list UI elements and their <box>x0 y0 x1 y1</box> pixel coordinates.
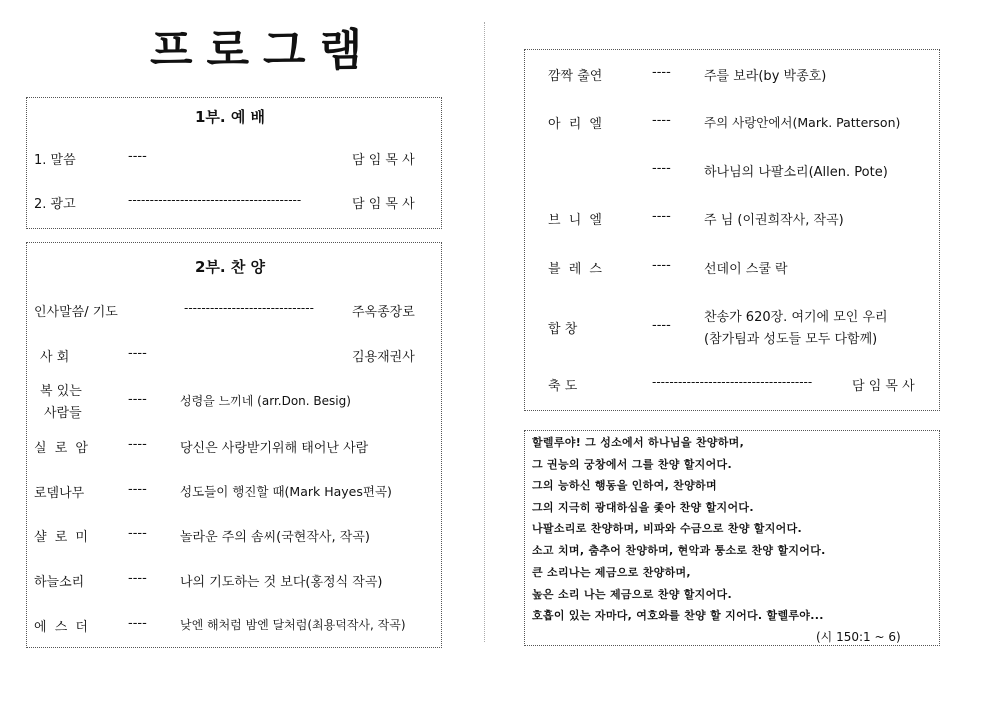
part2-row-dash: ---- <box>128 526 147 541</box>
part2-row-content: 낮엔 해처럼 밤엔 달처럼(최용덕작사, 작곡) <box>180 618 406 632</box>
verse-reference: (시 150:1 ~ 6) <box>816 630 901 644</box>
part2-row-content: 당신은 사랑받기위해 태어난 사람 <box>180 441 369 456</box>
part2-row-label: 복 있는 <box>40 384 82 399</box>
part2-row-dash: ---- <box>128 392 147 407</box>
part1-row-right: 담 임 목 사 <box>352 197 415 212</box>
part2-row-label: 실 로 암 <box>34 441 90 456</box>
part2-row-right: 주옥종장로 <box>352 305 415 320</box>
part2-row-content: 놀라운 주의 솜씨(국현작사, 작곡) <box>180 530 370 545</box>
part2-row-dash: ---- <box>128 616 147 631</box>
right-row-dash: ---- <box>652 65 671 80</box>
part1-row-right: 담 임 목 사 <box>352 153 415 168</box>
part1-row-dash: ---------------------------------------- <box>128 193 302 207</box>
part2-row-dash: ------------------------------ <box>184 301 314 315</box>
part1-header: 1부. 예 배 <box>195 108 266 126</box>
right-row-label: 아 리 엘 <box>548 117 604 132</box>
part2-row-label: 하늘소리 <box>34 575 85 590</box>
part2-row-label: 인사말씀/ 기도 <box>34 305 118 320</box>
verse-line: 높은 소리 나는 제금으로 찬양 할지어다. <box>532 588 732 601</box>
part1-row-dash: ---- <box>128 149 147 164</box>
right-row-content: 주의 사랑안에서(Mark. Patterson) <box>704 115 901 130</box>
verse-line: 호흡이 있는 자마다, 여호와를 찬양 할 지어다. 할렐루야... <box>532 609 824 622</box>
right-row-dash: ---- <box>652 113 671 128</box>
right-row-content: 선데이 스쿨 락 <box>704 262 788 277</box>
right-row-content: 주 님 (이권희작사, 작곡) <box>704 213 844 228</box>
part2-row-dash: ---- <box>128 346 147 361</box>
page-title: 프로그램 <box>150 25 377 76</box>
right-row-label: 블 레 스 <box>548 262 604 277</box>
right-program-box <box>524 49 940 411</box>
part2-row-label: 샬 로 미 <box>34 530 90 545</box>
right-row-dash: ---- <box>652 161 671 176</box>
verse-line: 나팔소리로 찬양하며, 비파와 수금으로 찬양 할지어다. <box>532 522 802 535</box>
part2-row-label: 사람들 <box>44 406 82 421</box>
part2-row-dash: ---- <box>128 437 147 452</box>
right-row-content: 찬송가 620장. 여기에 모인 우리 <box>704 310 888 325</box>
verse-line: 그 권능의 궁창에서 그를 찬양 할지어다. <box>532 458 732 471</box>
right-row-label: 브 니 엘 <box>548 213 604 228</box>
part2-header: 2부. 찬 양 <box>195 258 266 276</box>
part2-row-dash: ---- <box>128 571 147 586</box>
right-row-dash: ---- <box>652 209 671 224</box>
right-row-dash: ---- <box>652 318 671 333</box>
verse-line: 그의 지극히 광대하심을 좇아 찬양 할지어다. <box>532 501 754 514</box>
part1-row-label: 2. 광고 <box>34 197 76 212</box>
verse-line: 할렐루야! 그 성소에서 하나님을 찬양하며, <box>532 436 745 449</box>
right-row-dash: ---- <box>652 258 671 273</box>
part2-row-content: 성도들이 행진할 때(Mark Hayes편곡) <box>180 484 392 499</box>
center-divider <box>484 22 485 642</box>
verse-line: 그의 능하신 행동을 인하여, 찬양하며 <box>532 479 717 492</box>
part2-row-right: 김용재권사 <box>352 350 415 365</box>
part2-row-dash: ---- <box>128 482 147 497</box>
part1-row-label: 1. 말씀 <box>34 153 76 168</box>
right-row-label: 축 도 <box>548 379 578 394</box>
right-row-right: 담 임 목 사 <box>852 379 915 394</box>
verse-line: 소고 치며, 춤추어 찬양하며, 현악과 퉁소로 찬양 할지어다. <box>532 544 826 557</box>
right-row-content: (참가팀과 성도들 모두 다함께) <box>704 332 878 347</box>
right-row-dash: ------------------------------------- <box>652 375 813 389</box>
right-row-label: 합 창 <box>548 322 578 337</box>
part2-row-label: 사 회 <box>40 350 70 365</box>
right-row-label: 깜짝 출연 <box>548 69 603 84</box>
right-row-content: 하나님의 나팔소리(Allen. Pote) <box>704 165 888 180</box>
part2-row-content: 나의 기도하는 것 보다(홍정식 작곡) <box>180 575 383 590</box>
part2-row-label: 에 스 더 <box>34 620 90 635</box>
part2-row-content: 성령을 느끼네 (arr.Don. Besig) <box>180 394 351 408</box>
verse-line: 큰 소리나는 제금으로 찬양하며, <box>532 566 691 579</box>
part2-row-label: 로뎀나무 <box>34 486 85 501</box>
right-row-content: 주를 보라(by 박종호) <box>704 69 827 84</box>
